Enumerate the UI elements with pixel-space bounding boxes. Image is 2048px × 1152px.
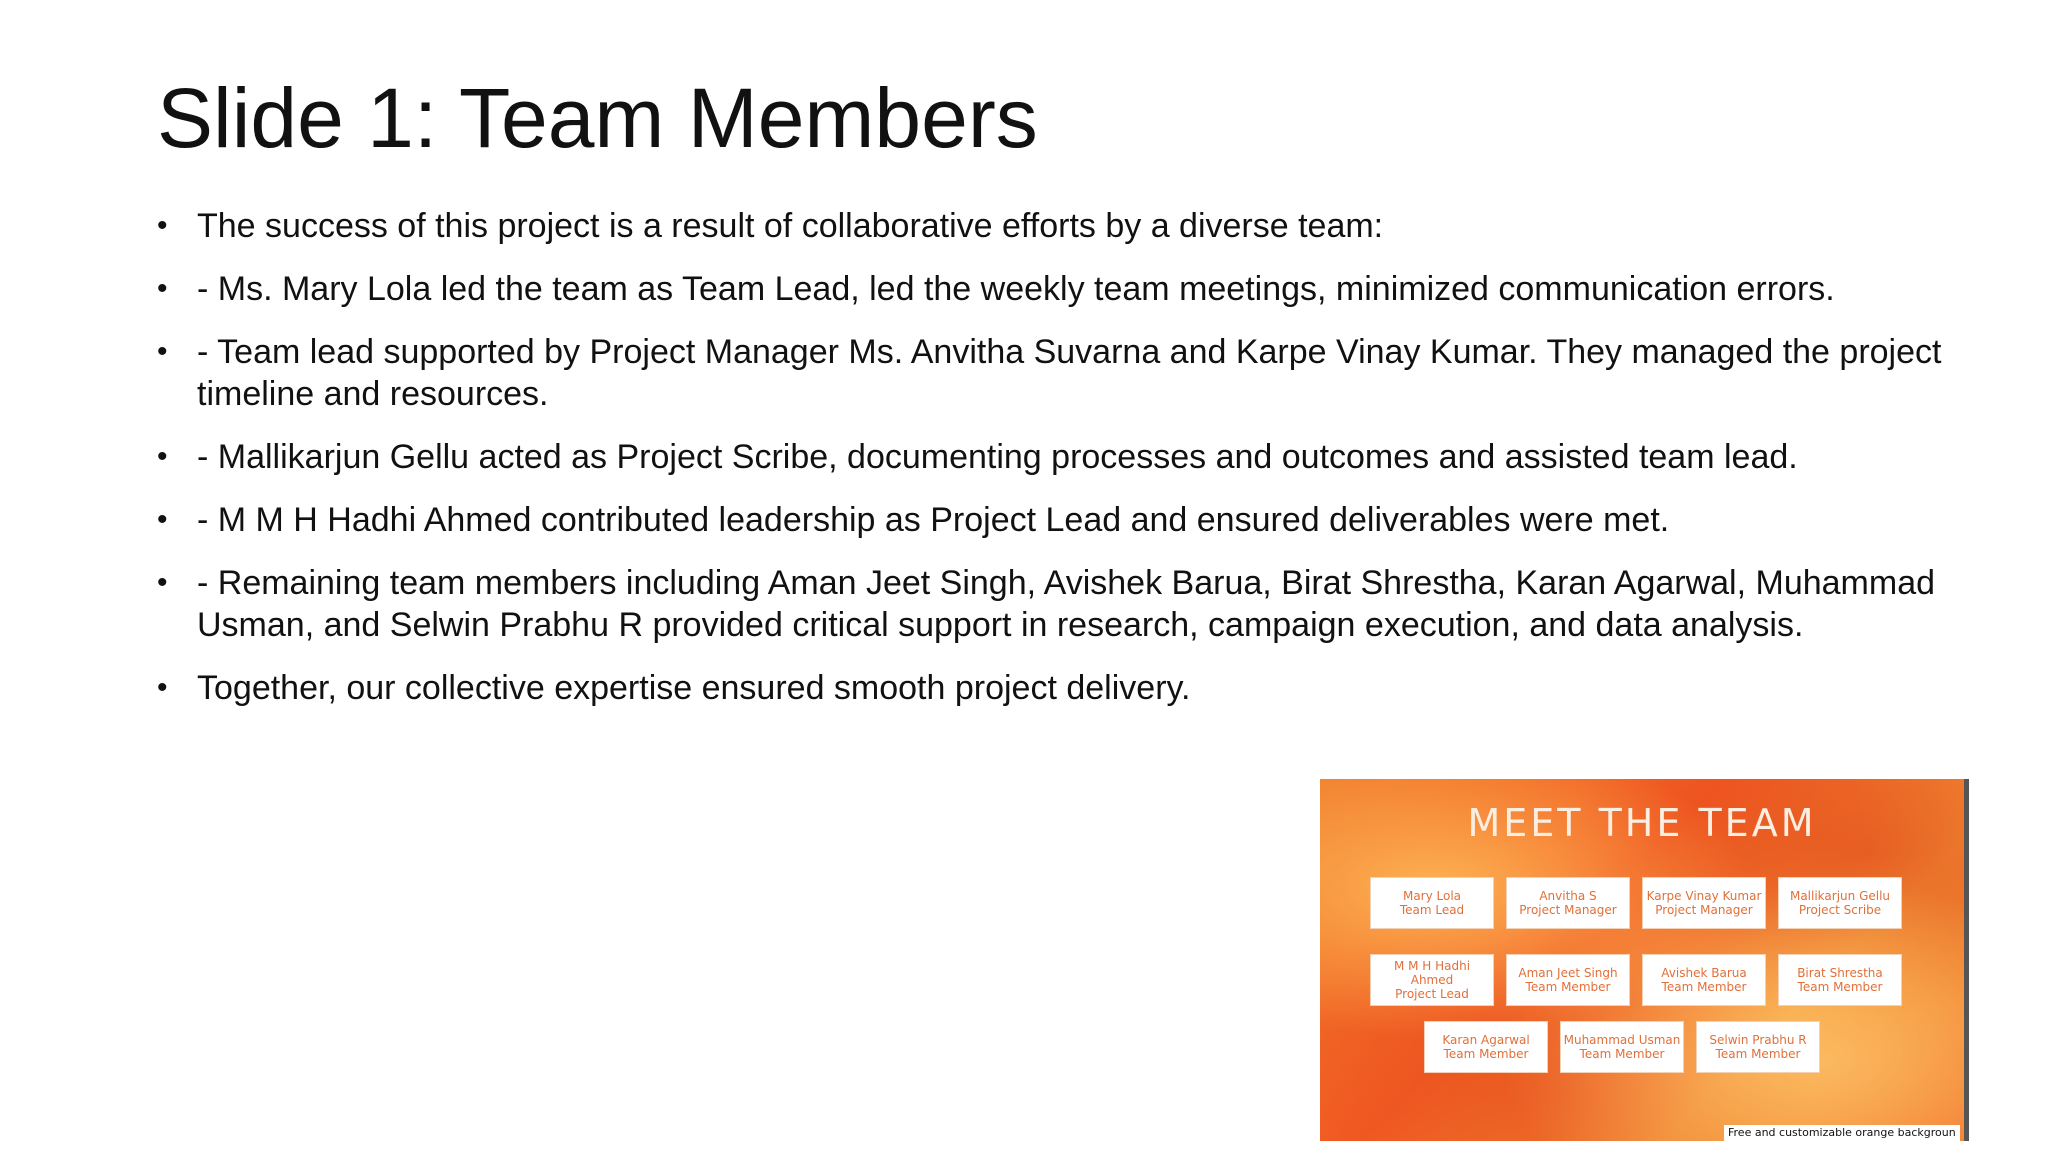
card-role: Team Member bbox=[1443, 1047, 1529, 1061]
bullet-item bbox=[157, 436, 1957, 478]
card-name: Karpe Vinay Kumar bbox=[1646, 889, 1762, 903]
card-name: Mallikarjun Gellu bbox=[1789, 889, 1891, 903]
bullet-item bbox=[157, 562, 1957, 646]
card-name: Avishek Barua bbox=[1661, 966, 1747, 980]
bullet-item bbox=[157, 499, 1957, 541]
team-card bbox=[1778, 954, 1902, 1006]
card-role: Project Scribe bbox=[1798, 903, 1882, 917]
bullet-icon: • bbox=[157, 209, 168, 242]
bullet-text: The success of this project is a result of collaborative efforts by a diverse team: bbox=[197, 207, 1384, 245]
card-role: Project Lead bbox=[1395, 987, 1469, 1001]
card-role: Project Manager bbox=[1655, 903, 1753, 917]
image-caption: Free and customizable orange backgroun bbox=[1724, 1125, 1960, 1141]
card-role: Team Lead bbox=[1399, 903, 1465, 917]
card-role: Team Member bbox=[1661, 980, 1747, 994]
bullet-icon: • bbox=[157, 272, 168, 305]
bullet-text: - Mallikarjun Gellu acted as Project Scribe, documenting processes and outcomes and assisted team lead. bbox=[197, 438, 1798, 476]
bullet-text: - Team lead supported by Project Manager Ms. Anvitha Suvarna and Karpe Vinay Kumar. They managed the project timeline and resources. bbox=[197, 333, 1942, 413]
card-role: Project Manager bbox=[1519, 903, 1617, 917]
bullet-icon: • bbox=[157, 503, 168, 536]
team-card bbox=[1424, 1021, 1548, 1073]
bullet-list bbox=[157, 205, 1957, 730]
card-name: Aman Jeet Singh bbox=[1518, 966, 1618, 980]
card-name: Selwin Prabhu R bbox=[1709, 1033, 1807, 1047]
slide-title: Slide 1: Team Members bbox=[157, 71, 1038, 165]
card-role: Team Member bbox=[1579, 1047, 1665, 1061]
team-card bbox=[1696, 1021, 1820, 1073]
card-role: Team Member bbox=[1797, 980, 1883, 994]
card-name: M M H Hadhi Ahmed bbox=[1393, 959, 1471, 987]
bullet-text: Together, our collective expertise ensured smooth project delivery. bbox=[197, 669, 1191, 707]
team-card bbox=[1506, 954, 1630, 1006]
team-image-heading: MEET THE TEAM bbox=[1467, 801, 1817, 845]
bullet-icon: • bbox=[157, 566, 168, 599]
team-card bbox=[1778, 877, 1902, 929]
team-card bbox=[1642, 877, 1766, 929]
team-card bbox=[1370, 954, 1494, 1006]
card-name: Muhammad Usman bbox=[1563, 1033, 1681, 1047]
card-name: Anvitha S bbox=[1539, 889, 1597, 903]
card-role: Team Member bbox=[1715, 1047, 1801, 1061]
meet-the-team-image bbox=[1320, 779, 1969, 1141]
bullet-icon: • bbox=[157, 335, 168, 368]
team-card bbox=[1506, 877, 1630, 929]
bullet-text: - Remaining team members including Aman Jeet Singh, Avishek Barua, Birat Shrestha, Karan Agarwal, Muhammad Usman, and Selwin Prabhu R provided critical support in research, campaign execution, and data analysis. bbox=[197, 564, 1936, 644]
bullet-text: - Ms. Mary Lola led the team as Team Lead, led the weekly team meetings, minimized communication errors. bbox=[197, 270, 1835, 308]
bullet-item bbox=[157, 205, 1957, 247]
bullet-icon: • bbox=[157, 440, 168, 473]
card-name: Mary Lola bbox=[1402, 889, 1462, 903]
bullet-text: - M M H Hadhi Ahmed contributed leadership as Project Lead and ensured deliverables were met. bbox=[197, 501, 1670, 539]
card-name: Karan Agarwal bbox=[1442, 1033, 1530, 1047]
bullet-item bbox=[157, 268, 1957, 310]
team-card bbox=[1642, 954, 1766, 1006]
card-role: Team Member bbox=[1525, 980, 1611, 994]
team-card bbox=[1560, 1021, 1684, 1073]
bullet-item bbox=[157, 667, 1957, 709]
bullet-icon: • bbox=[157, 671, 168, 704]
bullet-item bbox=[157, 331, 1957, 415]
card-name: Birat Shrestha bbox=[1797, 966, 1883, 980]
team-card bbox=[1370, 877, 1494, 929]
